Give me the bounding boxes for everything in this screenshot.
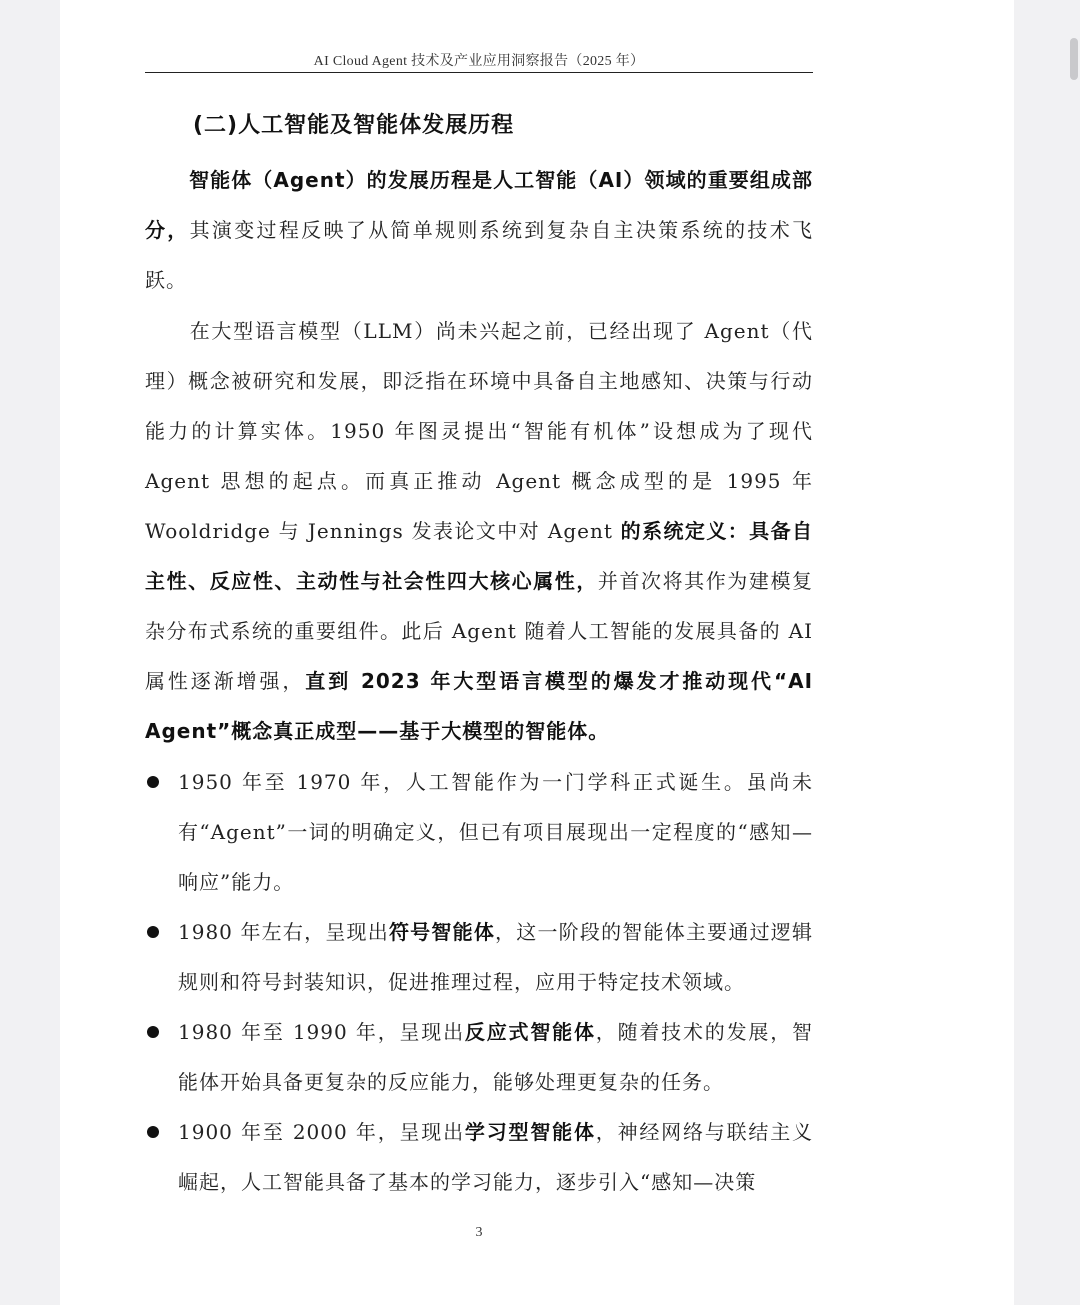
list-item — [145, 1107, 813, 1207]
page-number: 3 — [475, 1225, 483, 1240]
scrollbar-thumb[interactable] — [1070, 38, 1078, 80]
list-item-text: 1980 年至 1990 年，呈现出 — [178, 1020, 465, 1044]
list-item — [145, 1007, 813, 1107]
paragraph-2 — [145, 306, 813, 756]
paragraph-2-text-b: 并首次将其作为建模复杂分布式系统的重要组件。此后 Agent 随着人工智能的发展具备的 AI 属性逐渐增强， — [145, 569, 814, 693]
list-item-text-rest: ，随着技术的发展，智能体开始具备更复杂的反应能力，能够处理更复杂的任务。 — [178, 1020, 814, 1094]
list-item — [145, 907, 813, 1007]
paragraph-2-bold-b: 直到 2023 年大型语言模型的爆发才推动现代“AI Agent”概念真正成型——基于大模型的智能体。 — [145, 669, 814, 743]
list-item-text: 1950 年至 1970 年，人工智能作为一门学科正式诞生。虽尚未有“Agent”一词的明确定义，但已有项目展现出一定程度的“感知—响应”能力。 — [178, 770, 813, 894]
running-header: AI Cloud Agent 技术及产业应用洞察报告（2025 年） — [313, 54, 645, 69]
paragraph-1-bold: 智能体（Agent）的发展历程是人工智能（AI）领域的重要组成部分， — [145, 168, 813, 242]
list-item-text: 1900 年至 2000 年，呈现出 — [178, 1120, 465, 1144]
bullet-icon — [147, 926, 159, 938]
list-item-bold: 反应式智能体 — [464, 1020, 596, 1044]
list-item-text: 1980 年左右，呈现出 — [178, 920, 389, 944]
list-item — [145, 757, 813, 907]
paragraph-2-text-a: 在大型语言模型（LLM）尚未兴起之前，已经出现了 Agent（代理）概念被研究和发展，即泛指在环境中具备自主地感知、决策与行动能力的计算实体。1950 年图灵提出“智能有机体”设想成为了现代 Agent 思想的起点。而真正推动 Agent 概念成型的是 1995 年 Wooldridge 与 Jennings 发表论文中对 Agent — [145, 319, 813, 543]
list-item-bold: 符号智能体 — [388, 920, 496, 944]
section-heading: (二)人工智能及智能体发展历程 — [193, 113, 515, 138]
bullet-icon — [147, 1126, 159, 1138]
paragraph-2-bold-a: 的系统定义：具备自主性、反应性、主动性与社会性四大核心属性， — [145, 519, 814, 593]
list-item-text-rest: ，这一阶段的智能体主要通过逻辑规则和符号封装知识，促进推理过程，应用于特定技术领域。 — [178, 920, 814, 994]
bullet-icon — [147, 1026, 159, 1038]
bullet-icon — [147, 776, 159, 788]
header-rule — [145, 72, 813, 73]
paragraph-1 — [145, 155, 813, 305]
paragraph-1-text: 其演变过程反映了从简单规则系统到复杂自主决策系统的技术飞跃。 — [145, 218, 814, 292]
timeline-list — [145, 757, 813, 1207]
list-item-bold: 学习型智能体 — [464, 1120, 596, 1144]
list-item-text-rest: ，神经网络与联结主义崛起，人工智能具备了基本的学习能力，逐步引入“感知—决策 — [178, 1120, 814, 1194]
